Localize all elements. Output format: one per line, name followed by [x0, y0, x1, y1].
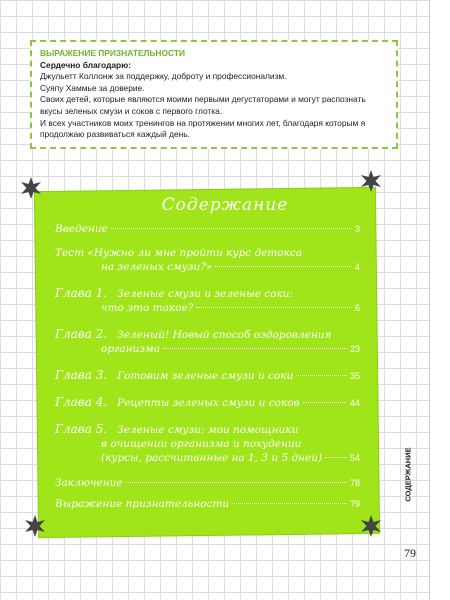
section-side-label: СОДЕРЖАНИЕ: [403, 447, 413, 502]
toc-entry-text: Тест «Нужно ли мне пройти курс детокса: [55, 247, 303, 259]
toc-page-number: 4: [354, 262, 360, 272]
toc-entry-text: в очищении организма и похудении: [101, 438, 302, 450]
acknowledgements-box: [30, 40, 398, 149]
page-number: 79: [404, 546, 416, 560]
toc-entry[interactable]: [55, 476, 360, 490]
toc-page-number: 54: [349, 453, 360, 463]
toc-page-number: 6: [354, 303, 360, 313]
toc-entry-text: организма: [101, 343, 160, 355]
toc-chapter-label: Глава 5.: [55, 422, 108, 436]
ack-heading: ВЫРАЖЕНИЕ ПРИЗНАТЕЛЬНОСТИ: [40, 48, 185, 58]
toc-entry-text: Готовим зеленые смузи и соки: [117, 370, 294, 382]
toc-entry-text: Зеленые смузи: мои помощники: [117, 424, 299, 436]
toc-entry[interactable]: [55, 286, 360, 315]
ack-line: Своих детей, которые являются моими первыми дегустаторами и могут распознать вкусы зеленых смузи и соков с первого глотка.: [40, 94, 366, 116]
toc-entry-text: Введение: [55, 223, 108, 235]
leader-dots: [296, 375, 347, 376]
toc-entry[interactable]: [55, 222, 360, 236]
ack-line: Джульетт Коллонж за поддержку, доброту и профессионализм.: [40, 71, 287, 82]
toc-entry[interactable]: [55, 327, 360, 356]
toc-entry-text: что это такое?: [101, 302, 194, 314]
star-icon: [360, 170, 382, 192]
toc-page-number: 78: [349, 478, 360, 488]
toc-entry[interactable]: [55, 246, 360, 274]
toc-entry[interactable]: [55, 422, 360, 465]
star-icon: [360, 515, 382, 537]
leader-dots: [111, 228, 352, 229]
toc-page-number: 23: [349, 344, 360, 354]
toc-entry-text: Зеленый! Новый способ оздоровления: [117, 329, 332, 341]
toc-chapter-label: Глава 4.: [55, 395, 108, 409]
toc-page-number: 3: [354, 224, 360, 234]
toc-chapter-label: Глава 1.: [55, 286, 108, 300]
toc-entry[interactable]: [55, 497, 360, 511]
leader-dots: [215, 266, 352, 267]
leader-dots: [163, 348, 347, 349]
toc-entry-text: на зеленых смузи?»: [101, 261, 213, 273]
toc-page-number: 79: [349, 499, 360, 509]
ack-line: И всех участников моих тренингов на протяжении многих лет, благодаря которым я продолжаю развиваться каждый день.: [40, 117, 366, 140]
star-icon: [24, 515, 46, 537]
ack-line: Суяпу Хаммье за доверие.: [40, 82, 145, 93]
toc-entry[interactable]: [55, 395, 360, 410]
leader-dots: [126, 482, 347, 483]
toc-page-number: 44: [349, 398, 360, 408]
leader-dots: [232, 503, 347, 504]
toc-entry-text: (курсы, рассчитанные на 1, 3 и 5 дней): [101, 452, 323, 464]
leader-dots: [303, 402, 347, 403]
leader-dots: [196, 307, 352, 308]
ack-subheading: Сердечно благодарю:: [40, 59, 132, 70]
right-margin-strip: [429, 0, 450, 600]
toc-page-number: 35: [349, 371, 360, 381]
toc-entry[interactable]: [55, 368, 360, 383]
toc-title: Содержание: [161, 195, 289, 215]
toc-entry-text: Выражение признательности: [55, 498, 230, 510]
leader-dots: [325, 457, 347, 458]
toc-entry-text: Заключение: [55, 477, 123, 489]
toc-entry-text: Рецепты зеленых смузи и соков: [117, 397, 300, 409]
toc-entry-text: Зеленые смузи и зеленые соки:: [117, 288, 294, 300]
toc-chapter-label: Глава 2.: [55, 327, 108, 341]
toc-chapter-label: Глава 3.: [55, 368, 108, 382]
